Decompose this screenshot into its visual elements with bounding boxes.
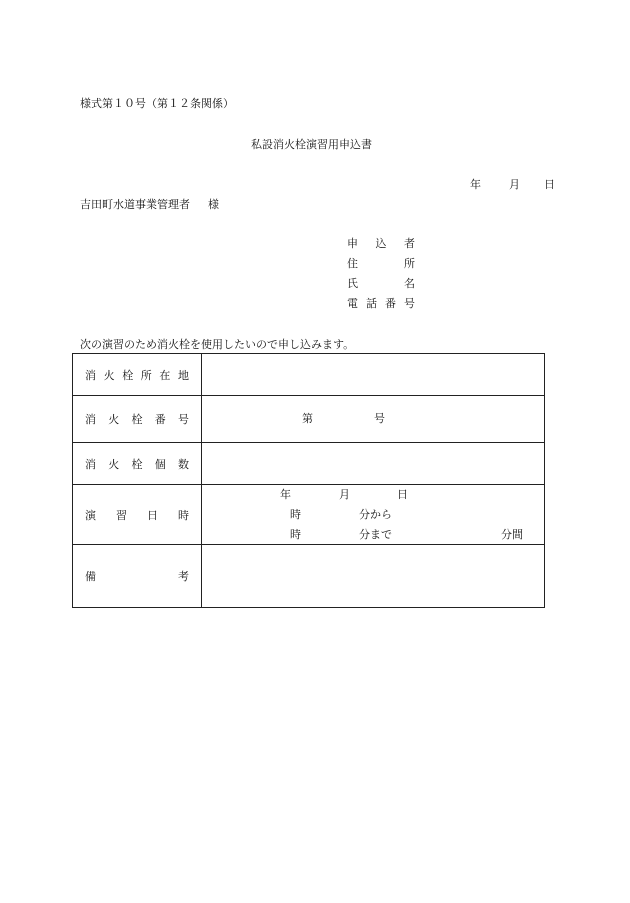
intro-text: 次の演習のため消火栓を使用したいので申し込みます。 <box>80 338 355 351</box>
count-value[interactable] <box>202 443 545 485</box>
date-line <box>470 178 555 192</box>
application-table <box>72 353 545 608</box>
table-row-number <box>73 396 545 443</box>
addressee-name: 吉田町水道事業管理者 <box>80 198 190 211</box>
addressee <box>80 198 219 212</box>
number-value[interactable]: 第 号 <box>202 396 545 443</box>
date-month: 月 <box>509 178 520 191</box>
form-number: 様式第１０号（第１２条関係） <box>80 97 234 110</box>
location-value[interactable] <box>202 354 545 396</box>
applicant-address-label: 住 所 <box>347 257 415 270</box>
table-row-remarks <box>73 545 545 608</box>
table-row-location <box>73 354 545 396</box>
applicant-name-label: 氏 名 <box>347 277 415 290</box>
remarks-label: 備 考 <box>73 545 202 608</box>
table-row-count <box>73 443 545 485</box>
addressee-honorific: 様 <box>208 198 219 211</box>
count-label: 消 火 栓 個 数 <box>73 443 202 485</box>
date-day: 日 <box>544 178 555 191</box>
number-label: 消 火 栓 番 号 <box>73 396 202 443</box>
applicant-block <box>347 237 415 317</box>
date-year: 年 <box>470 178 481 191</box>
document-title: 私設消火栓演習用申込書 <box>251 138 372 151</box>
remarks-value[interactable] <box>202 545 545 608</box>
datetime-label: 演 習 日 時 <box>73 485 202 545</box>
datetime-value[interactable]: 年 月 日 時 分から 時 分まで 分間 <box>202 485 545 545</box>
applicant-heading: 申 込 者 <box>347 237 415 250</box>
table-row-datetime <box>73 485 545 545</box>
applicant-phone-label: 電 話 番 号 <box>347 297 415 310</box>
location-label: 消 火 栓 所 在 地 <box>73 354 202 396</box>
